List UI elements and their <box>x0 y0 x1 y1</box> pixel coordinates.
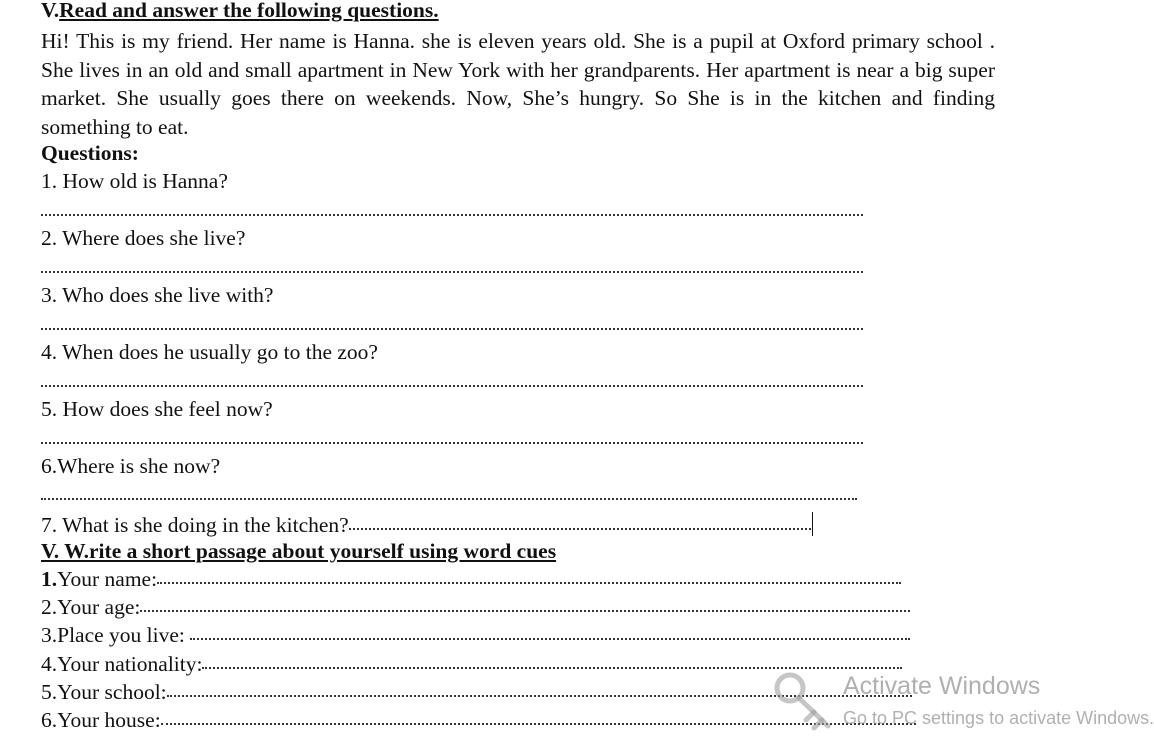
cue-number: 3. <box>41 623 58 647</box>
question-7-row <box>41 512 813 537</box>
question-1: 1. How old is Hanna? <box>41 169 228 193</box>
cue-number: 5. <box>41 680 58 704</box>
cue-number: 1. <box>41 567 58 591</box>
cue-label: Your nationality: <box>57 652 203 676</box>
question-3: 3. Who does she live with? <box>41 283 274 307</box>
cue-answer-line[interactable] <box>190 638 910 640</box>
watermark-subtitle: Go to PC settings to activate Windows. <box>843 708 1154 728</box>
answer-line-5[interactable] <box>41 442 863 444</box>
key-icon <box>770 668 836 732</box>
watermark-title: Activate Windows <box>843 672 1041 700</box>
cue-label: Your house: <box>57 708 161 732</box>
question-5: 5. How does she feel now? <box>41 397 273 421</box>
answer-line-2[interactable] <box>41 271 863 273</box>
cue-number: 4. <box>41 652 58 676</box>
cue-answer-line[interactable] <box>157 582 901 584</box>
question-2: 2. Where does she live? <box>41 226 246 250</box>
activation-watermark <box>770 668 1154 744</box>
section1-prefix: V. <box>41 0 60 22</box>
question-7: 7. What is she doing in the kitchen? <box>41 513 349 537</box>
answer-line-4[interactable] <box>41 385 863 387</box>
cue-label: Your school: <box>57 680 167 704</box>
cue-number: 2. <box>41 595 58 619</box>
questions-heading: Questions: <box>41 141 139 165</box>
cue-row-3 <box>41 625 910 647</box>
cue-row-1 <box>41 569 901 591</box>
cue-number: 6. <box>41 708 58 732</box>
answer-line-3[interactable] <box>41 328 863 330</box>
question-4: 4. When does he usually go to the zoo? <box>41 340 378 364</box>
question-6: 6.Where is she now? <box>41 454 221 478</box>
cue-label: Place you live: <box>57 623 191 647</box>
section2-heading <box>41 541 556 563</box>
answer-line-7[interactable] <box>349 528 811 530</box>
cue-answer-line[interactable] <box>140 610 910 612</box>
answer-line-1[interactable] <box>41 214 863 216</box>
section1-title: Read and answer the following questions. <box>59 0 439 22</box>
section1-heading <box>41 0 439 22</box>
cue-label: Your age: <box>57 595 141 619</box>
reading-passage: Hi! This is my friend. Her name is Hanna. she is eleven years old. She is a pupil at Oxford primary school . She lives in an old and small apartment in New York with her grandparents. Her apartment is near a big super market. She usually goes there on weekends. Now, She’s hungry. So She is in the kitchen and finding something to eat. <box>41 29 995 139</box>
cue-row-2 <box>41 597 910 619</box>
section2-title: V. W.rite a short passage about yourself using word cues <box>41 539 557 563</box>
answer-line-6[interactable] <box>41 498 857 500</box>
cue-label: Your name: <box>57 567 158 591</box>
text-cursor <box>812 512 814 536</box>
